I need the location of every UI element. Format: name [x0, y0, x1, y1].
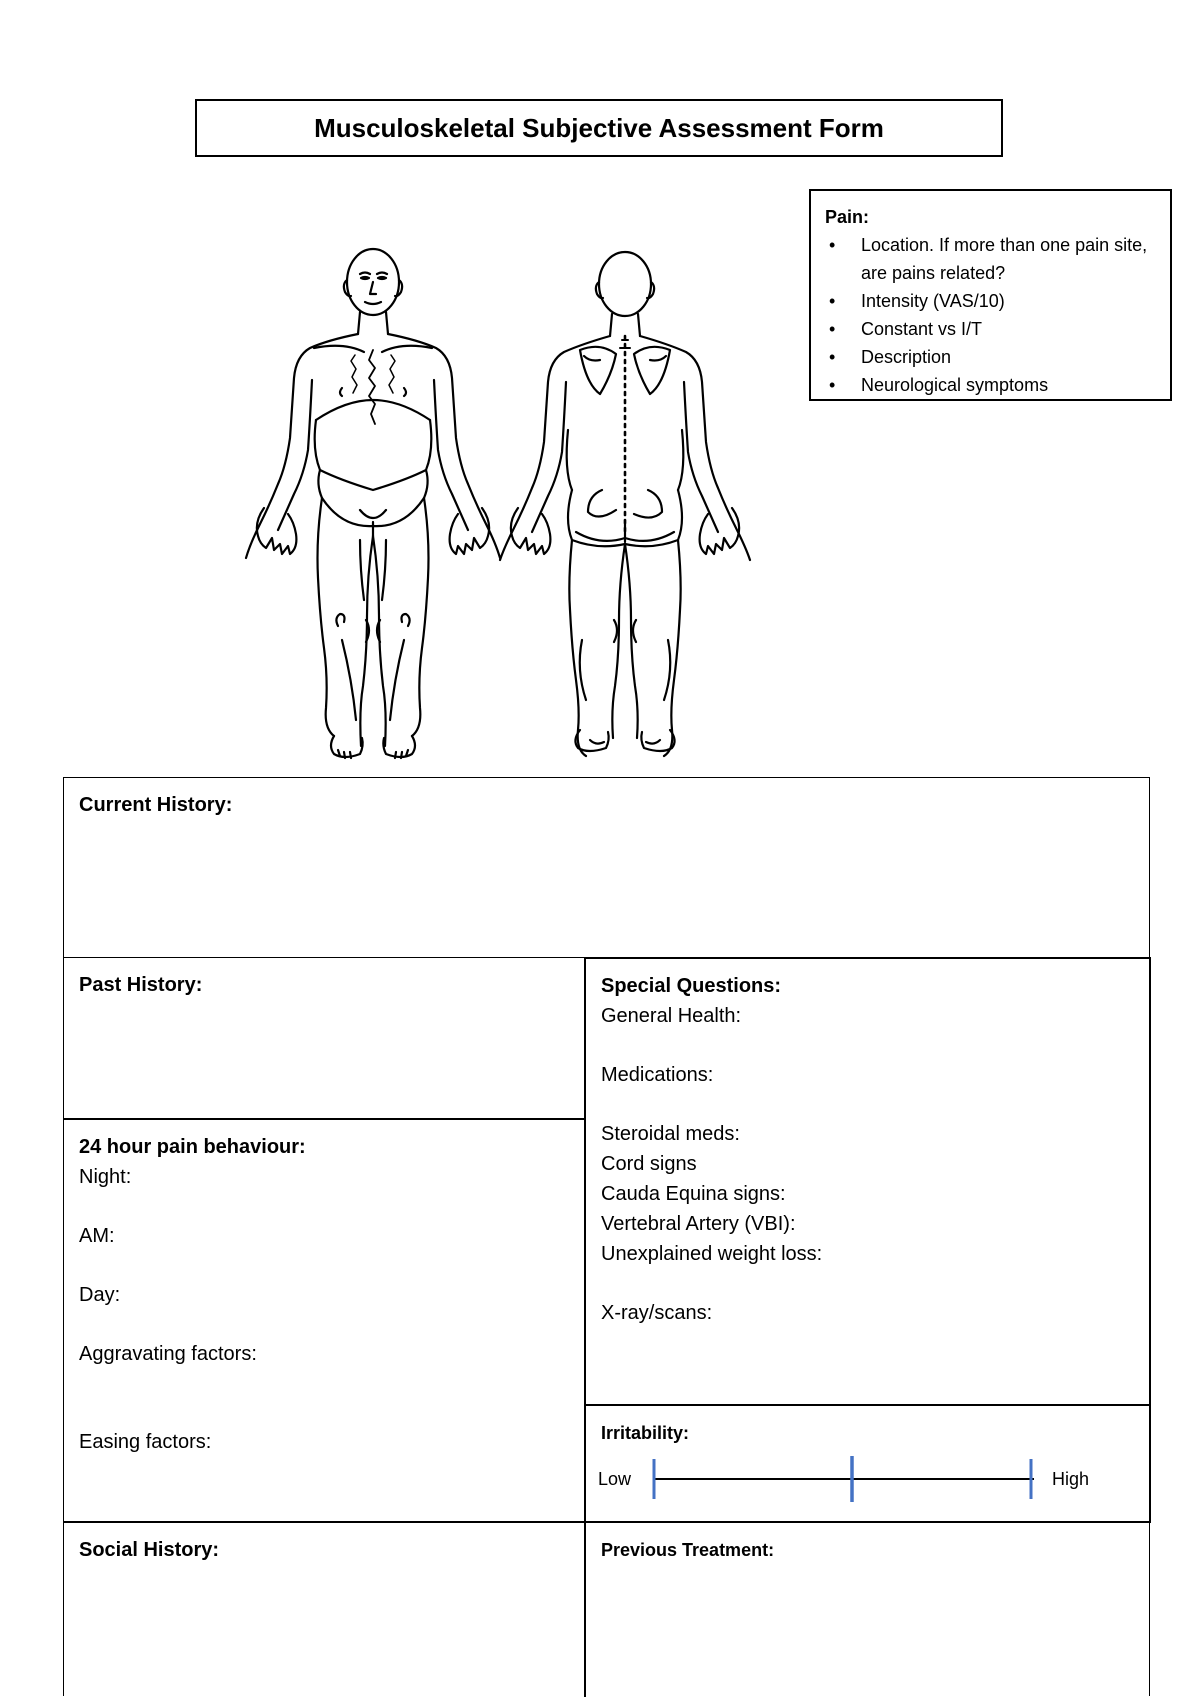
irritability-high-label: High — [1052, 1469, 1090, 1489]
pain-behaviour-heading: 24 hour pain behaviour: — [79, 1136, 306, 1158]
xray-scans-label: X-ray/scans: — [601, 1302, 713, 1324]
pain-item-constant: • Constant vs I/T — [825, 315, 1156, 343]
pain-item-location: • Location. If more than one pain site, are pains related? — [825, 231, 1156, 287]
general-health-label: General Health: — [601, 1005, 742, 1027]
body-chart[interactable] — [230, 240, 770, 770]
assessment-grid — [63, 777, 1150, 1696]
special-questions-heading: Special Questions: — [601, 975, 782, 997]
pain-item-neurological: • Neurological symptoms — [825, 371, 1156, 399]
pain-heading: Pain: — [825, 207, 870, 227]
previous-treatment-section[interactable] — [586, 1523, 1151, 1697]
steroidal-meds-label: Steroidal meds: — [601, 1123, 740, 1145]
pain-checklist — [825, 231, 1156, 399]
night-label: Night: — [79, 1166, 132, 1188]
easing-factors-label: Easing factors: — [79, 1431, 212, 1453]
body-front-figure[interactable] — [246, 249, 500, 758]
cauda-equina-label: Cauda Equina signs: — [601, 1183, 786, 1205]
irritability-scale[interactable] — [644, 1451, 1044, 1507]
past-history-section[interactable] — [64, 958, 584, 1118]
divider-right-edge — [1149, 957, 1151, 1523]
current-history-label: Current History: — [79, 794, 233, 816]
irritability-heading: Irritability: — [601, 1423, 690, 1443]
past-history-label: Past History: — [79, 974, 203, 996]
medications-label: Medications: — [601, 1064, 714, 1086]
aggravating-factors-label: Aggravating factors: — [79, 1343, 257, 1365]
pain-checklist-box — [809, 189, 1172, 401]
am-label: AM: — [79, 1225, 115, 1247]
previous-treatment-label: Previous Treatment: — [601, 1540, 775, 1560]
weight-loss-label: Unexplained weight loss: — [601, 1243, 823, 1265]
form-title: Musculoskeletal Subjective Assessment Form — [195, 99, 1003, 157]
pain-item-intensity: • Intensity (VAS/10) — [825, 287, 1156, 315]
social-history-label: Social History: — [79, 1539, 220, 1561]
pain-behaviour-section[interactable] — [64, 1120, 584, 1521]
cord-signs-label: Cord signs — [601, 1153, 697, 1175]
vertebral-artery-label: Vertebral Artery (VBI): — [601, 1213, 796, 1235]
current-history-section[interactable] — [64, 778, 1151, 957]
day-label: Day: — [79, 1284, 121, 1306]
special-questions-section[interactable] — [586, 959, 1149, 1404]
body-back-figure[interactable] — [500, 252, 750, 756]
social-history-section[interactable] — [64, 1523, 584, 1697]
pain-item-description: • Description — [825, 343, 1156, 371]
irritability-low-label: Low — [598, 1469, 632, 1489]
